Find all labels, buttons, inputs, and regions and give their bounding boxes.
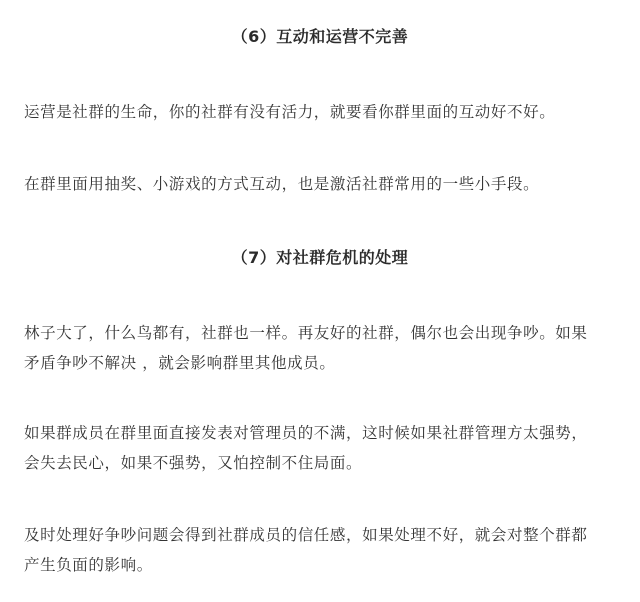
paragraph-admin-dilemma [24,418,624,478]
paragraph-line: 在群里面用抽奖、小游戏的方式互动，也是激活社群常用的一些小手段。 [24,175,540,193]
section-heading-6: （6）互动和运营不完善 [231,27,409,46]
paragraph-timely-handling [24,520,624,580]
paragraph-interaction-methods [24,169,624,199]
paragraph-line: 产生负面的影响。 [24,556,153,574]
paragraph-conflict-occurs [24,318,624,378]
paragraph-line: 及时处理好争吵问题会得到社群成员的信任感，如果处理不好，就会对整个群都 [24,526,588,544]
paragraph-line: 矛盾争吵不解决 ，就会影响群里其他成员。 [24,354,336,372]
paragraph-line: 林子大了，什么鸟都有，社群也一样。再友好的社群，偶尔也会出现争吵。如果 [24,324,588,342]
paragraph-line: 运营是社群的生命，你的社群有没有活力，就要看你群里面的互动好不好。 [24,103,556,121]
section-heading-7: （7）对社群危机的处理 [231,248,409,267]
paragraph-line: 会失去民心，如果不强势，又怕控制不住局面。 [24,454,363,472]
paragraph-operation-importance [24,97,624,127]
paragraph-line: 如果群成员在群里面直接发表对管理员的不满，这时候如果社群管理方太强势， [24,424,588,442]
